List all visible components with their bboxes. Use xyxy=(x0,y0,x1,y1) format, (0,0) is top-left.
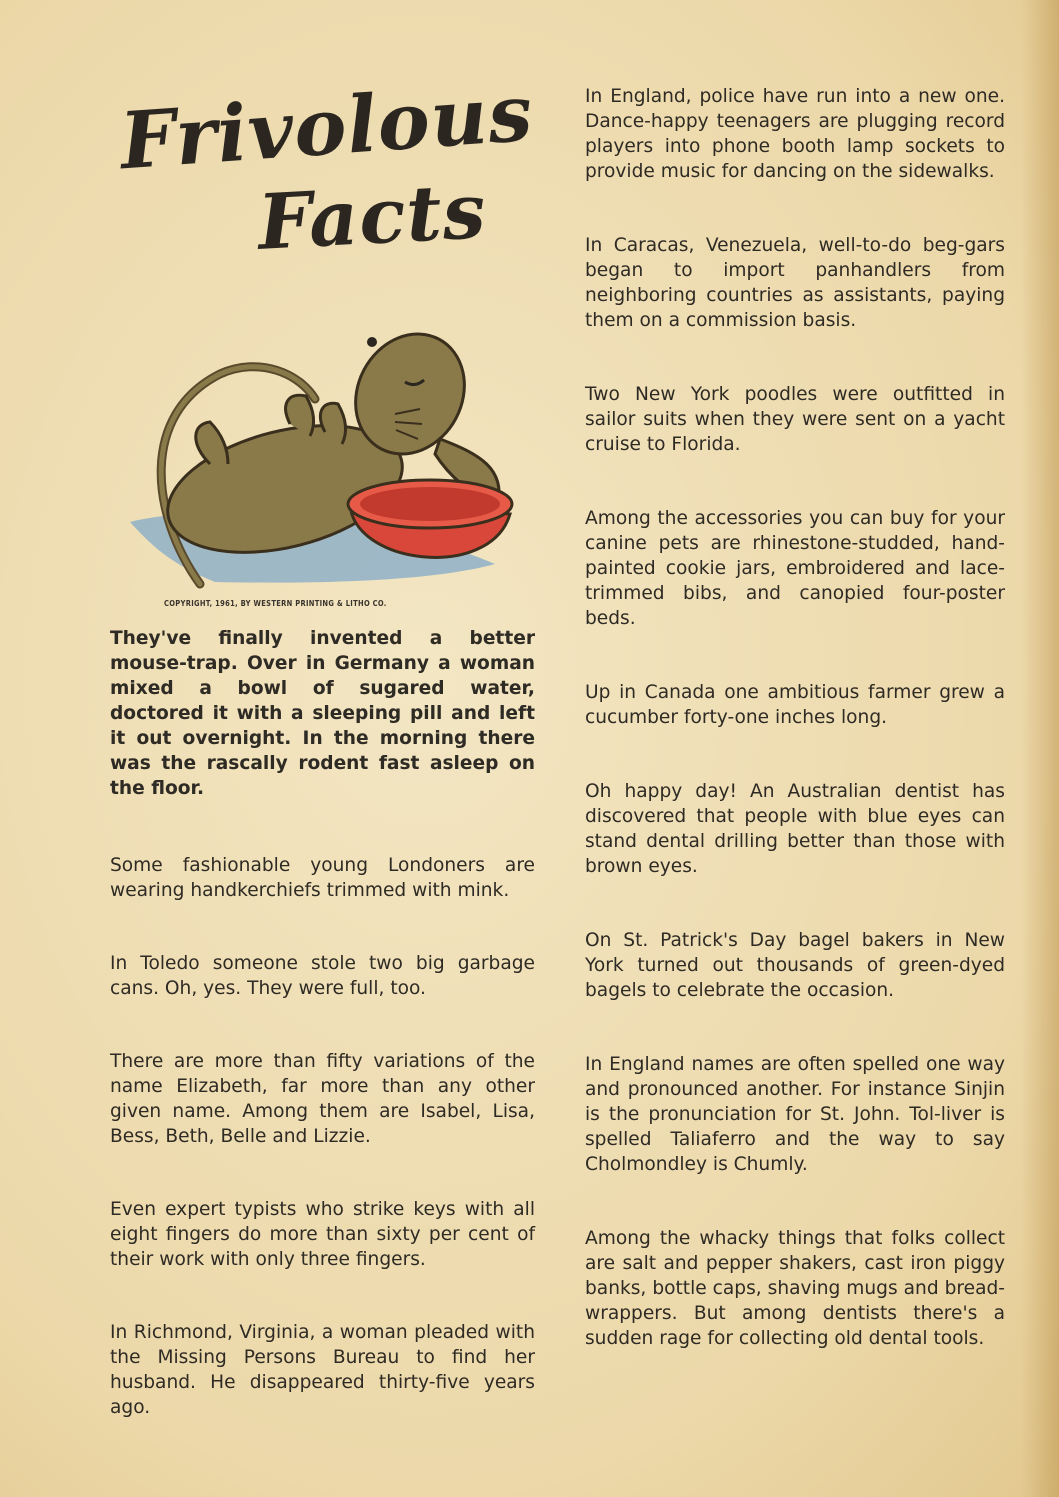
rat-leg-1 xyxy=(196,422,228,464)
title-block xyxy=(110,67,537,270)
fact-right-2: In Caracas, Venezuela, well-to-do beg-gars began to import panhandlers from neighboring countries as assistants, paying them on a commission basis. xyxy=(585,235,1005,331)
bowl-inside xyxy=(360,487,500,521)
fact-left-5: Even expert typists who strike keys with all eight fingers do more than sixty per cent of their work with only three fingers. xyxy=(110,1199,535,1270)
fact-right-5: Up in Canada one ambitious farmer grew a cucumber forty-one inches long. xyxy=(585,682,1005,728)
fact-right-9: Among the whacky things that folks collect are salt and pepper shakers, cast iron piggy banks, bottle caps, shaving mugs and bread-wrappers. But among dentists there's a sudden rage for collecting old dental tools. xyxy=(585,1228,1005,1349)
left-column xyxy=(110,67,537,1468)
fact-right-8: In England names are often spelled one way and pronounced another. For instance Sinjin is the pronunciation for St. John. Tol-liver is spelled Taliaferro and the way to say Cholmondley is Chumly. xyxy=(585,1054,1005,1175)
fact-right-6: Oh happy day! An Australian dentist has discovered that people with blue eyes can stand dental drilling better than those with brown eyes. xyxy=(585,781,1005,877)
fact-left-2: Some fashionable young Londoners are wearing handkerchiefs trimmed with mink. xyxy=(110,855,535,901)
fact-left-1: They've finally invented a better mouse-trap. Over in Germany a woman mixed a bowl of sugared water, doctored it with a sleeping pill and left it out overnight. In the morning there was the rascally rodent fast asleep on the floor. xyxy=(110,628,535,799)
title-line-2: Facts xyxy=(255,166,489,267)
fact-right-4: Among the accessories you can buy for your canine pets are rhinestone-studded, hand-painted cookie jars, embroidered and lace-trimmed bibs, and canopied four-poster beds. xyxy=(585,508,1005,629)
fact-right-3: Two New York poodles were outfitted in sailor suits when they were sent on a yacht cruise to Florida. xyxy=(585,384,1005,455)
fact-left-4: There are more than fifty variations of the name Elizabeth, far more than any other given name. Among them are Isabel, Lisa, Bess, Beth, Belle and Lizzie. xyxy=(110,1051,535,1147)
sleeping-rat-illustration xyxy=(110,264,535,599)
fact-left-6: In Richmond, Virginia, a woman pleaded with the Missing Persons Bureau to find her husband. He disappeared thirty-five years ago. xyxy=(110,1322,535,1418)
page-edge-shadow xyxy=(1021,0,1059,1497)
rat-drawing xyxy=(110,264,535,599)
fact-right-7: On St. Patrick's Day bagel bakers in New York turned out thousands of green-dyed bagels to celebrate the occasion. xyxy=(585,930,1005,1001)
copyright-notice: COPYRIGHT, 1961, BY WESTERN PRINTING & LITHO CO. xyxy=(164,599,387,608)
fact-right-1: In England, police have run into a new one. Dance-happy teenagers are plugging record players into phone booth lamp sockets to provide music for dancing on the sidewalks. xyxy=(585,86,1005,182)
rat-nose xyxy=(367,337,377,347)
right-column xyxy=(585,84,1005,1400)
title-line-1: Frivolous xyxy=(117,67,537,188)
fact-left-3: In Toledo someone stole two big garbage cans. Oh, yes. They were full, too. xyxy=(110,953,535,999)
